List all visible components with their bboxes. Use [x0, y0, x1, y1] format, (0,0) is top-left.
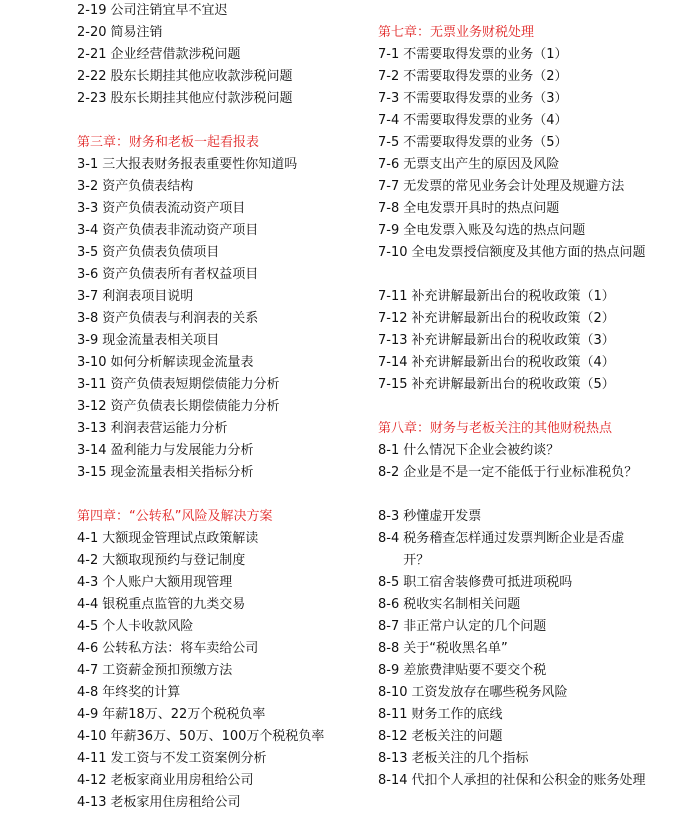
toc-item-number: 3-13	[77, 421, 107, 436]
toc-item-number: 7-8	[378, 201, 400, 216]
toc-item-number: 2-20	[77, 25, 107, 40]
toc-item-title: 不需要取得发票的业务（4）	[403, 113, 568, 128]
toc-item-number: 8-9	[378, 663, 400, 678]
toc-item-title: 股东长期挂其他应付款涉税问题	[110, 91, 293, 106]
spacer	[77, 484, 377, 506]
toc-item	[378, 110, 678, 132]
toc-item-title: 老板关注的问题	[411, 729, 503, 744]
toc-item	[378, 616, 678, 638]
toc-item	[378, 660, 678, 682]
toc-item-title: 年终奖的计算	[102, 685, 181, 700]
toc-item-title: 什么情况下企业会被约谈？	[403, 443, 560, 458]
toc-item-title: 资产负债表结构	[102, 179, 194, 194]
toc-item-title: 如何分析解读现金流量表	[110, 355, 254, 370]
toc-item-number: 8-5	[378, 575, 400, 590]
toc-item	[77, 22, 377, 44]
toc-item-title: 企业经营借款涉税问题	[110, 47, 241, 62]
toc-item-number: 7-3	[378, 91, 400, 106]
toc-item-number: 3-10	[77, 355, 107, 370]
toc-item-title: 非正常户认定的几个问题	[403, 619, 547, 634]
toc-item-title: 职工宿舍装修费可抵进项税吗	[403, 575, 573, 590]
toc-item-title: 老板家商业用房租给公司	[110, 773, 254, 788]
toc-item-title: 年薪18万、22万个税税负率	[102, 707, 266, 722]
toc-item-number: 7-4	[378, 113, 400, 128]
toc-item-title: 利润表营运能力分析	[110, 421, 228, 436]
toc-item-number: 8-7	[378, 619, 400, 634]
toc-item	[77, 418, 377, 440]
toc-item	[378, 682, 678, 704]
toc-item-number: 4-2	[77, 553, 99, 568]
toc-item-number: 3-12	[77, 399, 107, 414]
toc-item-title: 大额取现预约与登记制度	[102, 553, 246, 568]
toc-item	[378, 572, 678, 594]
toc-item-number: 3-2	[77, 179, 99, 194]
toc-item-title: 银税重点监管的九类交易	[102, 597, 246, 612]
toc-item-number: 3-11	[77, 377, 107, 392]
toc-item	[378, 594, 678, 616]
toc-item	[77, 726, 377, 748]
toc-item-number: 4-12	[77, 773, 107, 788]
toc-item-title: 税务稽查怎样通过发票判断企业是否虚开？	[403, 531, 625, 568]
toc-item-number: 3-7	[77, 289, 99, 304]
toc-item-number: 8-4	[378, 531, 400, 546]
toc-item-number: 3-14	[77, 443, 107, 458]
toc-item-title: 老板家用住房租给公司	[110, 795, 241, 810]
toc-item-number: 4-6	[77, 641, 99, 656]
toc-item-title: 补充讲解最新出台的税收政策（2）	[411, 311, 615, 326]
toc-item	[378, 242, 678, 286]
toc-item-title: 全电发票授信额度及其他方面的热点问题	[411, 245, 646, 260]
toc-item-title: 个人卡收款风险	[102, 619, 194, 634]
toc-item-number: 4-9	[77, 707, 99, 722]
toc-item	[77, 792, 377, 814]
toc-item-title: 资产负债表负债项目	[102, 245, 220, 260]
toc-item-number: 8-1	[378, 443, 400, 458]
chapter4-title: 第四章：“公转私”风险及解决方案	[77, 509, 273, 524]
toc-item-number: 3-1	[77, 157, 99, 172]
toc-item-number: 8-11	[378, 707, 408, 722]
toc-item-number: 8-14	[378, 773, 408, 788]
toc-item	[77, 528, 377, 550]
toc-item	[77, 550, 377, 572]
toc-item-title: 补充讲解最新出台的税收政策（5）	[411, 377, 615, 392]
toc-item-number: 3-4	[77, 223, 99, 238]
toc-item	[378, 726, 678, 748]
toc-item-title: 个人账户大额用现管理	[102, 575, 233, 590]
toc-item-title: 关于“税收黑名单”	[403, 641, 508, 656]
toc-item-number: 8-2	[378, 465, 400, 480]
spacer	[77, 110, 377, 132]
chapter4-list	[77, 528, 377, 814]
toc-item-title: 全电发票开具时的热点问题	[403, 201, 560, 216]
toc-item-title: 不需要取得发票的业务（3）	[403, 91, 568, 106]
toc-item-number: 8-13	[378, 751, 408, 766]
toc-item	[378, 286, 678, 308]
toc-item	[378, 308, 678, 330]
toc-item-number: 7-5	[378, 135, 400, 150]
toc-item-title: 税收实名制相关问题	[403, 597, 521, 612]
toc-item-number: 4-10	[77, 729, 107, 744]
toc-item-title: 资产负债表非流动资产项目	[102, 223, 259, 238]
toc-item-title: 资产负债表短期偿债能力分析	[110, 377, 280, 392]
toc-item	[77, 66, 377, 88]
toc-item	[378, 638, 678, 660]
toc-item	[378, 704, 678, 726]
toc-item-title: 资产负债表流动资产项目	[102, 201, 246, 216]
toc-item-title: 工资薪金预扣预缴方法	[102, 663, 233, 678]
toc-item	[378, 528, 678, 572]
chapter8-list	[378, 440, 678, 814]
toc-item-title: 无发票的常见业务会计处理及规避方法	[403, 179, 625, 194]
toc-item	[77, 286, 377, 308]
chapter8-title: 第八章：财务与老板关注的其他财税热点	[378, 421, 613, 436]
toc-item-number: 2-19	[77, 3, 107, 18]
toc-item-title: 差旅费津贴要不要交个税	[403, 663, 547, 678]
toc-item-number: 8-10	[378, 685, 408, 700]
toc-item-title: 补充讲解最新出台的税收政策（1）	[411, 289, 615, 304]
toc-item	[77, 198, 377, 220]
toc-item-number: 7-13	[378, 333, 408, 348]
toc-item-number: 7-1	[378, 47, 400, 62]
chapter7-list	[378, 44, 678, 396]
toc-item	[77, 462, 377, 484]
toc-item-title: 发工资与不发工资案例分析	[110, 751, 267, 766]
toc-item-number: 4-4	[77, 597, 99, 612]
toc-item	[378, 220, 678, 242]
toc-item-title: 财务工作的底线	[411, 707, 503, 722]
toc-item-number: 8-12	[378, 729, 408, 744]
toc-item-number: 2-22	[77, 69, 107, 84]
toc-item-title: 现金流量表相关项目	[102, 333, 220, 348]
spacer	[378, 396, 678, 418]
toc-item	[378, 748, 678, 770]
toc-item	[378, 176, 678, 198]
toc-item	[378, 462, 678, 506]
toc-item-title: 补充讲解最新出台的税收政策（3）	[411, 333, 615, 348]
toc-item	[77, 242, 377, 264]
left-column	[77, 0, 377, 814]
toc-item	[378, 440, 678, 462]
toc-item-title: 全电发票入账及勾选的热点问题	[403, 223, 586, 238]
toc-item	[77, 88, 377, 110]
chapter3-title: 第三章：财务和老板一起看报表	[77, 135, 260, 150]
toc-item	[77, 176, 377, 198]
toc-item-title: 资产负债表与利润表的关系	[102, 311, 259, 326]
toc-item-number: 7-11	[378, 289, 408, 304]
toc-item-number: 3-9	[77, 333, 99, 348]
toc-item	[378, 88, 678, 110]
toc-item-title: 简易注销	[110, 25, 163, 40]
toc-item-title: 不需要取得发票的业务（2）	[403, 69, 568, 84]
toc-item-number: 7-15	[378, 377, 408, 392]
toc-item	[77, 44, 377, 66]
toc-item	[378, 770, 678, 814]
toc-item-number: 4-5	[77, 619, 99, 634]
toc-item-title: 老板关注的几个指标	[411, 751, 529, 766]
toc-item-number: 7-6	[378, 157, 400, 172]
toc-item-title: 三大报表财务报表重要性你知道吗	[102, 157, 298, 172]
toc-item-number: 3-8	[77, 311, 99, 326]
toc-item-number: 2-21	[77, 47, 107, 62]
toc-item	[77, 154, 377, 176]
toc-item-title: 股东长期挂其他应收款涉税问题	[110, 69, 293, 84]
chapter7-title: 第七章：无票业务财税处理	[378, 25, 535, 40]
toc-item-title: 不需要取得发票的业务（1）	[403, 47, 568, 62]
toc-item	[77, 264, 377, 286]
toc-item	[77, 770, 377, 792]
toc-item	[77, 374, 377, 396]
toc-item	[77, 0, 377, 22]
toc-item	[77, 594, 377, 616]
toc-item-number: 8-3	[378, 509, 400, 524]
toc-item-title: 资产负债表长期偿债能力分析	[110, 399, 280, 414]
toc-item-title: 利润表项目说明	[102, 289, 194, 304]
toc-item	[77, 616, 377, 638]
toc-item	[378, 352, 678, 374]
toc-item-number: 4-8	[77, 685, 99, 700]
toc-item-number: 7-7	[378, 179, 400, 194]
toc-item-title: 企业是不是一定不能低于行业标准税负？	[403, 465, 638, 480]
toc-item	[77, 220, 377, 242]
toc-item	[77, 352, 377, 374]
toc-item-title: 资产负债表所有者权益项目	[102, 267, 259, 282]
toc-item-number: 4-7	[77, 663, 99, 678]
toc-item-number: 7-14	[378, 355, 408, 370]
toc-item-title: 秒懂虚开发票	[403, 509, 482, 524]
toc-item-number: 3-15	[77, 465, 107, 480]
toc-item-number: 7-10	[378, 245, 408, 260]
toc-item	[77, 704, 377, 726]
toc-item	[378, 506, 678, 528]
toc-item-number: 3-3	[77, 201, 99, 216]
toc-item	[378, 66, 678, 88]
toc-item-title: 代扣个人承担的社保和公积金的账务处理	[411, 773, 646, 788]
toc-item	[378, 198, 678, 220]
toc-item-number: 3-6	[77, 267, 99, 282]
toc-item-number: 4-13	[77, 795, 107, 810]
toc-item-title: 大额现金管理试点政策解读	[102, 531, 259, 546]
toc-item	[77, 638, 377, 660]
toc-item	[77, 308, 377, 330]
toc-item-title: 现金流量表相关指标分析	[110, 465, 254, 480]
toc-item	[378, 44, 678, 66]
chapter3-list	[77, 154, 377, 484]
toc-item-title: 不需要取得发票的业务（5）	[403, 135, 568, 150]
toc-item	[77, 330, 377, 352]
toc-item-number: 2-23	[77, 91, 107, 106]
toc-item-number: 7-12	[378, 311, 408, 326]
toc-item	[378, 374, 678, 396]
toc-item-title: 补充讲解最新出台的税收政策（4）	[411, 355, 615, 370]
toc-item	[77, 440, 377, 462]
toc-item-title: 年薪36万、50万、100万个税税负率	[110, 729, 325, 744]
toc-item	[77, 682, 377, 704]
toc-item	[77, 748, 377, 770]
toc-item	[378, 330, 678, 352]
toc-item-number: 8-8	[378, 641, 400, 656]
right-column	[378, 0, 678, 814]
spacer	[378, 0, 678, 22]
toc-item	[77, 660, 377, 682]
toc-item-number: 4-11	[77, 751, 107, 766]
toc-item	[77, 396, 377, 418]
toc-item-title: 公转私方法：将车卖给公司	[102, 641, 259, 656]
toc-item-number: 4-1	[77, 531, 99, 546]
toc-item-number: 7-9	[378, 223, 400, 238]
toc-item-number: 7-2	[378, 69, 400, 84]
toc-item-number: 8-6	[378, 597, 400, 612]
toc-item-title: 工资发放存在哪些税务风险	[411, 685, 568, 700]
toc-item-title: 公司注销宜早不宜迟	[110, 3, 228, 18]
toc-item	[378, 132, 678, 154]
toc-item-title: 无票支出产生的原因及风险	[403, 157, 560, 172]
toc-item-number: 3-5	[77, 245, 99, 260]
chapter2-tail-list	[77, 0, 377, 110]
toc-item-number: 4-3	[77, 575, 99, 590]
toc-item-title: 盈利能力与发展能力分析	[110, 443, 254, 458]
toc-item	[378, 154, 678, 176]
toc-item	[77, 572, 377, 594]
